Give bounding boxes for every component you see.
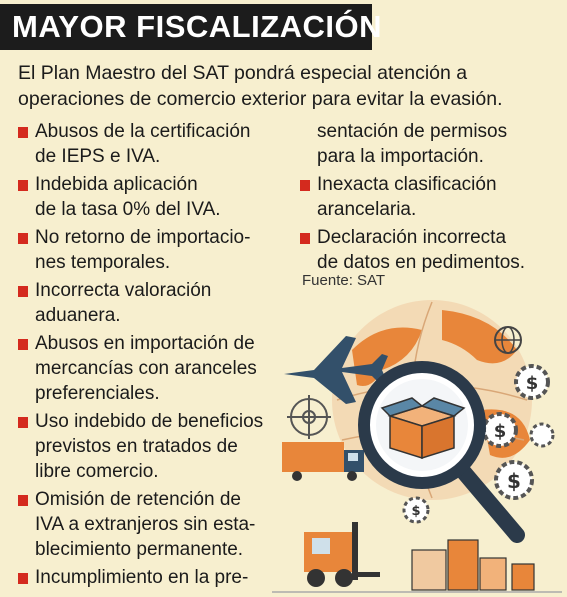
item-line: IVA a extranjeros sin esta- [35, 514, 256, 535]
list-item [300, 225, 560, 275]
customs-illustration [262, 290, 567, 597]
item-line: de datos en pedimentos. [317, 252, 526, 273]
item-line: de IEPS e IVA. [35, 146, 161, 167]
item-line: nes temporales. [35, 252, 171, 273]
list-item [18, 331, 278, 406]
item-line: Declaración incorrecta [317, 227, 507, 248]
list-item [18, 487, 278, 562]
item-line: Uso indebido de beneficios [35, 411, 264, 432]
red-square-bullet-icon [18, 495, 28, 506]
red-square-bullet-icon [18, 286, 28, 297]
item-line: Omisión de retención de [35, 489, 241, 510]
red-square-bullet-icon [300, 233, 310, 244]
item-line: libre comercio. [35, 461, 159, 482]
source-credit: Fuente: SAT [302, 272, 386, 289]
list-item [18, 565, 278, 590]
item-line: aduanera. [35, 305, 121, 326]
list-item [300, 172, 560, 222]
svg-text:$: $ [493, 421, 507, 442]
svg-text:$: $ [507, 469, 521, 493]
item-line: Incorrecta valoración [35, 280, 212, 301]
red-square-bullet-icon [18, 180, 28, 191]
item-line: No retorno de importacio- [35, 227, 251, 248]
box-icon [382, 398, 464, 458]
intro-line: operaciones de comercio exterior para evitar la evasión. [18, 88, 503, 110]
red-square-bullet-icon [18, 339, 28, 350]
red-square-bullet-icon [18, 573, 28, 584]
list-item-continuation [300, 119, 560, 169]
list-item [18, 225, 278, 275]
intro-line: El Plan Maestro del SAT pondrá especial atención a [18, 62, 468, 84]
svg-text:$: $ [525, 373, 539, 394]
red-square-bullet-icon [18, 417, 28, 428]
package-icon [412, 540, 534, 590]
item-line: sentación de permisos [317, 121, 508, 142]
item-line: mercancías con aranceles [35, 358, 257, 379]
item-line: preferenciales. [35, 383, 160, 404]
compass-icon [287, 395, 331, 439]
item-line: para la importación. [317, 146, 484, 167]
left-column [18, 119, 278, 593]
item-line: Incumplimiento en la pre- [35, 567, 249, 588]
red-square-bullet-icon [18, 233, 28, 244]
right-column [300, 119, 560, 278]
item-line: arancelaria. [317, 199, 417, 220]
list-item [18, 278, 278, 328]
item-line: Abusos en importación de [35, 333, 255, 354]
list-item [18, 172, 278, 222]
item-line: Indebida aplicación [35, 174, 198, 195]
header-banner [0, 0, 567, 56]
page-title: MAYOR FISCALIZACIÓN [12, 9, 383, 44]
item-line: Inexacta clasificación [317, 174, 497, 195]
intro-text [18, 60, 558, 112]
item-line: Abusos de la certificación [35, 121, 251, 142]
svg-text:$: $ [411, 504, 421, 519]
red-square-bullet-icon [300, 180, 310, 191]
item-line: previstos en tratados de [35, 436, 238, 457]
forklift-icon [304, 522, 380, 587]
red-square-bullet-icon [18, 127, 28, 138]
item-line: blecimiento permanente. [35, 539, 244, 560]
list-item [18, 409, 278, 484]
list-item [18, 119, 278, 169]
item-line: de la tasa 0% del IVA. [35, 199, 221, 220]
